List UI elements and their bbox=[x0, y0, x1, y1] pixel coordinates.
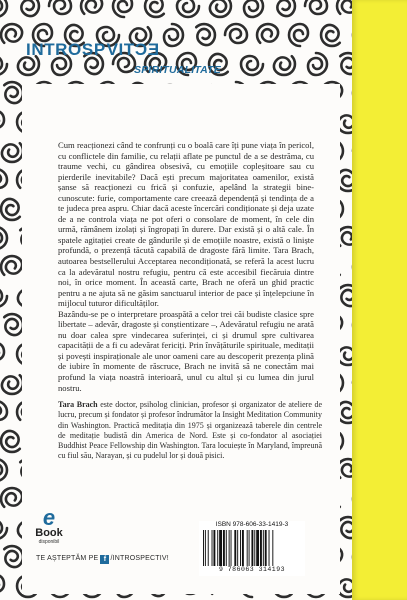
author-name: Tara Brach bbox=[58, 400, 98, 409]
barcode-bar bbox=[256, 530, 259, 566]
swirl-mark bbox=[289, 24, 308, 46]
swirl-mark bbox=[177, 0, 199, 17]
swirl-mark bbox=[0, 428, 25, 457]
barcode-bar bbox=[223, 530, 225, 566]
barcode-bar bbox=[208, 530, 209, 566]
author-bio bbox=[58, 400, 322, 462]
barcode-bar bbox=[247, 530, 248, 566]
barcode-digits: 9 786063 314193 bbox=[218, 566, 285, 573]
series-subtitle: SPIRITUALITATE bbox=[134, 64, 221, 76]
swirl-mark bbox=[0, 343, 4, 365]
barcode-bar bbox=[240, 530, 241, 566]
blurb-paragraph-2 bbox=[58, 309, 314, 393]
author-bio-text: este doctor, psiholog clinician, profesor și organizator de ateliere de lucru, precum și fondator și profesor îndrumător la Insight Meditation Community din Washington. Practică meditația din 1975 și organizează taberele din centrele de meditație budistă din America de Nord. Este și co-fondator al asociației Buddhist Peace Fellowship din Washington. Tara locuiește în Maryland, împreună cu fiul său, Narayan, și cu pudelul lor și două pisici. bbox=[58, 400, 323, 461]
swirl-mark bbox=[15, 0, 44, 19]
swirl-mark bbox=[271, 0, 300, 19]
swirl-mark bbox=[0, 111, 4, 133]
social-page: /INTROSPECTIV! bbox=[110, 555, 169, 562]
swirl-mark bbox=[0, 483, 25, 512]
logo-text: INTROSP bbox=[26, 40, 106, 59]
barcode-bar bbox=[254, 530, 255, 566]
blurb-paragraph-2-text: Bazându-se pe o interpretare proaspătă a celor trei căi budiste clasice spre libertate – adevăr, dragoste și conștientizare –, Adevăratul refugiu ne arată nu doar calea spre vindecarea suferinței, ci și drumul spre cultivarea capacității de a fi cu adevărat fericiți. Prin învățăturile spirituale, meditații și povești inspiraționale ale unor oameni care au descoperit prezența plină de iubire în momente de răscruce, Brach ne invită să ne conectăm mai profund la viața noastră interioară, unul cu altul și cu lumea din jurul nostru. bbox=[58, 308, 314, 393]
barcode-bar bbox=[226, 530, 227, 566]
isbn-barcode bbox=[199, 521, 305, 576]
blurb-paragraph-1-text: Cum reacționezi când te confrunți cu o boală care îți pune viața în pericol, cu conflictele din familie, cu relații aflate pe punctul de a se destrăma, cu traume vechi, cu gândirea obsesivă, cu emoțiile copleșitoare sau cu pierderile inevitabile? Dacă ești precum majoritatea oamenilor, există șanse să reacționezi cu frică și confuzie, apelând la strategii bine-cunoscute: furie, comportamente care creează dependență și tendința de a te judeca prea aspru. Chiar dacă aceste încercări condiționate și deja uzate de a ne controla viața ne pot oferi o consolare de moment, în cele din urmă, rămânem izolați și îngropați în durere. Dar există și o altă cale. În spatele agitației create de gândurile și de emoțiile noastre, există o liniște profundă, o prezență tăcută capabilă de dragoste fără limite. Tara Brach, autoarea bestsellerului Acceptarea necondiționată, se referă la acest lucru ca la adevăratul nostru refugiu, pentru că este accesibil fiecăruia dintre noi, în orice moment. În această carte, Brach ne oferă un ghid practic pentru a ne ajuta să ne găsim sanctuarul interior de pace și înțelepciune în mijlocul tuturor dificultăților. bbox=[58, 140, 314, 309]
barcode-bar bbox=[229, 530, 230, 566]
swirl-mark bbox=[113, 0, 132, 17]
swirl-mark bbox=[0, 0, 7, 17]
barcode-bar bbox=[251, 530, 253, 566]
swirl-mark bbox=[225, 24, 247, 43]
swirl-mark bbox=[308, 53, 327, 75]
swirl-mark bbox=[76, 0, 105, 19]
swirl-mark bbox=[49, 0, 71, 14]
logo-mirrored-text: ECTIV bbox=[105, 40, 159, 59]
barcode-bar bbox=[234, 530, 236, 566]
barcode-bar bbox=[263, 530, 264, 566]
swirl-mark bbox=[241, 56, 263, 75]
swirl-mark bbox=[0, 169, 7, 188]
swirl-mark bbox=[0, 520, 7, 539]
swirl-mark bbox=[0, 459, 7, 481]
swirl-mark bbox=[271, 51, 300, 80]
barcode-bar bbox=[212, 530, 213, 566]
blurb-paragraph-1 bbox=[58, 140, 314, 309]
swirl-mark bbox=[305, 0, 327, 14]
barcode-bar bbox=[213, 530, 215, 566]
swirl-mark bbox=[0, 227, 7, 249]
swirl-mark bbox=[316, 22, 345, 51]
swirl-mark bbox=[164, 24, 183, 46]
swirl-mark bbox=[207, 0, 236, 22]
barcode-bar bbox=[249, 530, 250, 566]
barcode-bar bbox=[219, 530, 222, 566]
facebook-icon: f bbox=[100, 555, 109, 564]
isbn-text: ISBN 978-606-33-1419-3 bbox=[215, 521, 289, 528]
swirl-mark bbox=[244, 0, 263, 17]
barcode-bar bbox=[203, 530, 204, 566]
barcode-bar bbox=[265, 530, 267, 566]
swirl-mark bbox=[0, 251, 25, 280]
swirl-mark bbox=[0, 19, 25, 48]
swirl-mark bbox=[0, 56, 7, 75]
ebook-e-icon: e bbox=[42, 505, 56, 530]
barcode-bars bbox=[203, 530, 301, 566]
barcode-bar bbox=[217, 530, 218, 566]
social-prefix: TE AȘTEPTĂM PE bbox=[36, 555, 99, 562]
swirl-mark bbox=[252, 19, 281, 48]
back-cover-blurb bbox=[58, 140, 314, 393]
introspectiv-logo bbox=[26, 40, 159, 60]
swirl-mark bbox=[0, 575, 4, 597]
barcode-bar bbox=[205, 530, 206, 566]
yellow-spine-strip bbox=[352, 0, 407, 600]
barcode-bar bbox=[242, 530, 244, 566]
swirl-mark bbox=[0, 196, 25, 225]
ebook-word: Book bbox=[35, 527, 63, 539]
barcode-bar bbox=[272, 530, 273, 566]
swirl-mark bbox=[0, 288, 7, 307]
swirl-mark bbox=[191, 19, 220, 48]
barcode-bar bbox=[231, 530, 232, 566]
barcode-bar bbox=[260, 530, 262, 566]
swirl-mark bbox=[0, 401, 7, 420]
barcode-bar bbox=[269, 530, 270, 566]
ebook-availability: disponibil bbox=[38, 539, 60, 545]
barcode-bar bbox=[237, 530, 238, 566]
social-line bbox=[36, 555, 169, 564]
ebook-badge bbox=[34, 505, 64, 546]
swirl-mark bbox=[140, 0, 169, 22]
